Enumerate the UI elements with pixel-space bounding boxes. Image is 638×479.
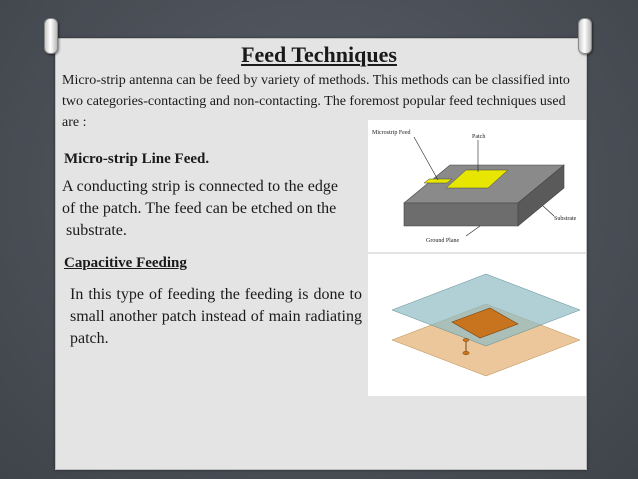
microstrip-line-2: of the patch. The feed can be etched on the [62, 200, 337, 217]
section-heading-microstrip: Micro-strip Line Feed. [64, 151, 210, 167]
capacitive-feed-figure [368, 254, 586, 396]
feed-pin-top [463, 338, 469, 341]
section-body-microstrip [62, 176, 372, 242]
ground-leader [466, 226, 480, 236]
section-heading-capacitive: Capacitive Feeding [64, 255, 187, 271]
section-body-capacitive: In this type of feeding the feeding is done to small another patch instead of main radiating patch. [70, 286, 362, 347]
substrate-leader [543, 206, 554, 216]
intro-paragraph: Micro-strip antenna can be feed by variety of methods. This methods can be classified into two categories-contacting and non-contacting. The foremost popular feed techniques used are : [62, 73, 570, 130]
capacitive-feed-diagram [368, 254, 586, 396]
microstrip-line-1: A conducting strip is connected to the edge [62, 178, 338, 195]
label-substrate: Substrate [554, 216, 577, 222]
microstrip-feed-diagram [368, 120, 586, 252]
substrate-front-face [404, 203, 518, 226]
feed-pin-bottom [463, 351, 469, 355]
microstrip-line-3: substrate. [66, 222, 127, 239]
slide-title: Feed Techniques [241, 42, 397, 67]
microstrip-feed-figure [368, 120, 586, 252]
feed-leader [414, 137, 438, 180]
label-microstrip-feed: Microstrip Feed [372, 130, 411, 136]
label-patch: Patch [472, 134, 486, 140]
label-ground-plane: Ground Plane [426, 238, 460, 244]
